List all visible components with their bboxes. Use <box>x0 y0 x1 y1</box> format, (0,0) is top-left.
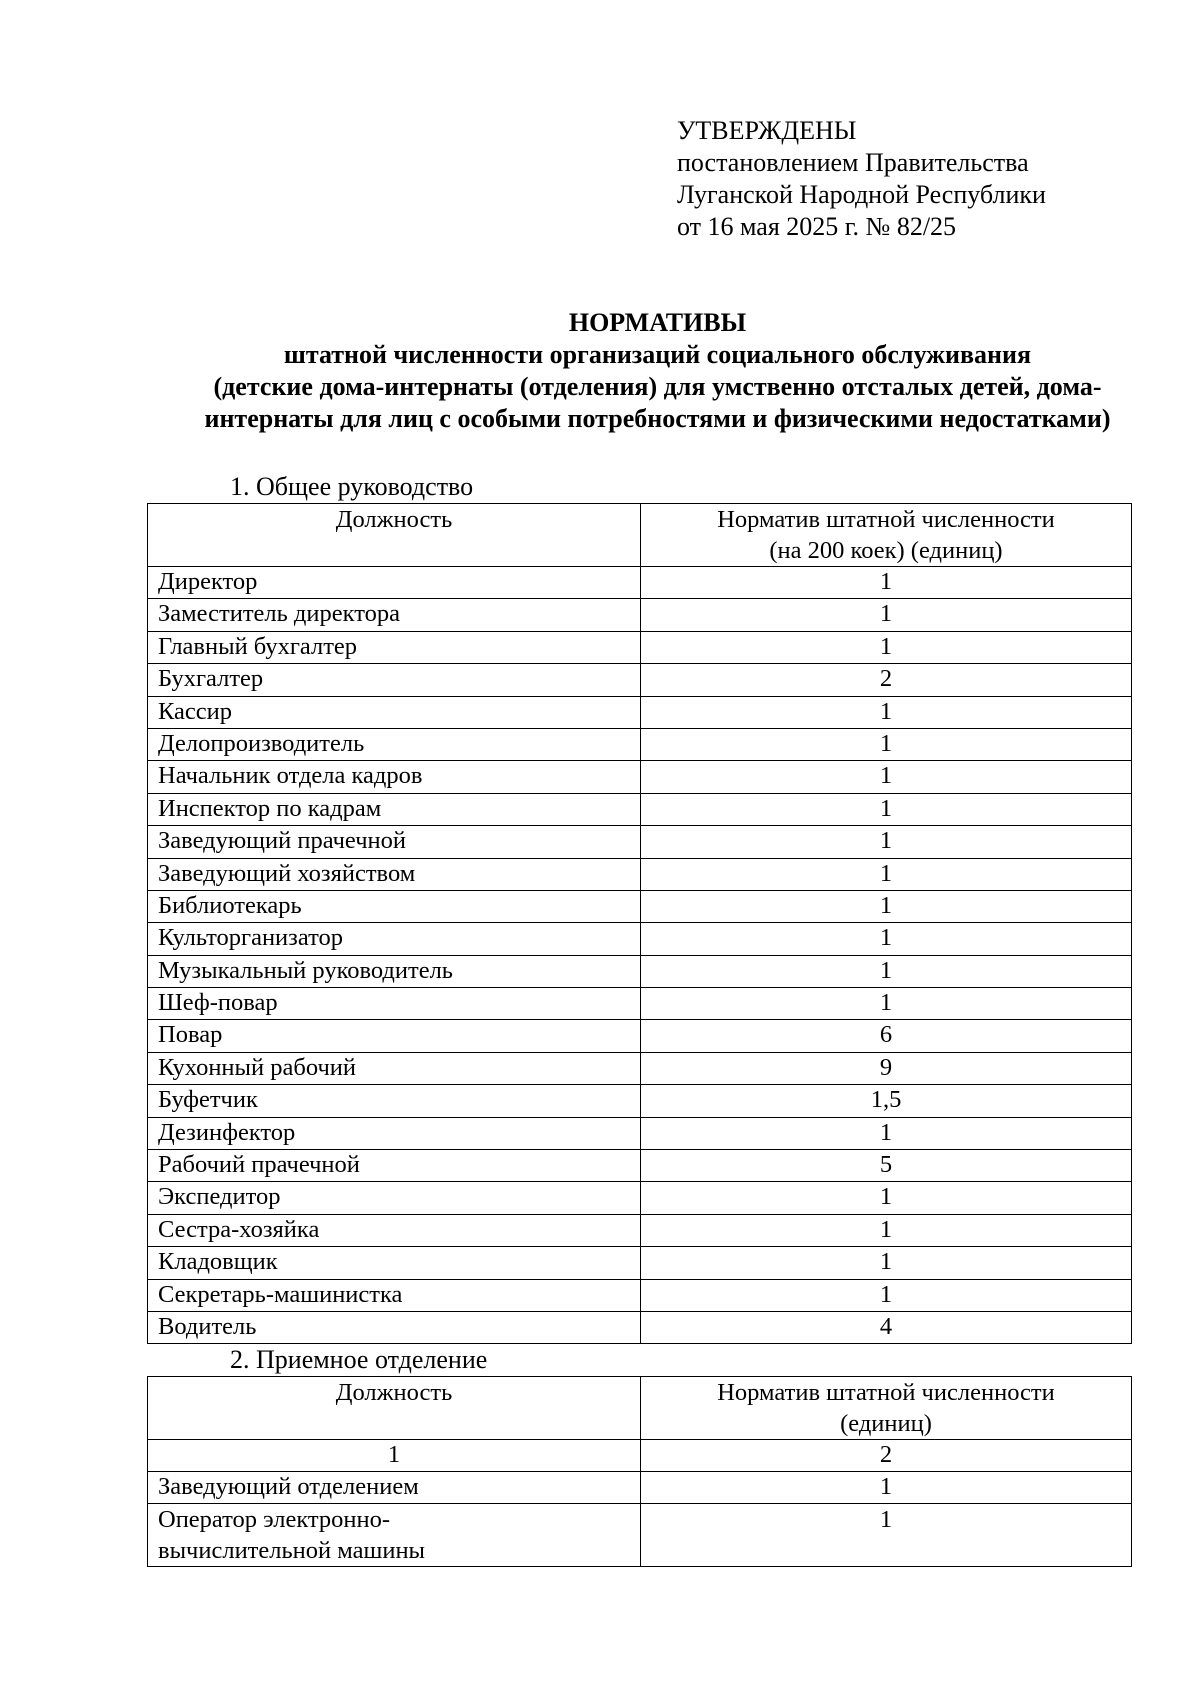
norm-cell: 1 <box>641 988 1132 1020</box>
table-row <box>148 1150 1132 1182</box>
position-cell: Культорганизатор <box>148 923 641 955</box>
table-reception-department <box>147 1376 1132 1567</box>
column-number-2: 2 <box>641 1440 1132 1472</box>
position-cell: Библиотекарь <box>148 890 641 922</box>
approval-title: УТВЕРЖДЕНЫ <box>677 116 857 145</box>
position-cell: Секретарь-машинистка <box>148 1279 641 1311</box>
position-cell: Заведующий отделением <box>148 1472 641 1504</box>
table-row <box>148 1472 1132 1504</box>
column-header-norm: Норматив штатной численности (единиц) <box>641 1377 1132 1440</box>
table-row <box>148 793 1132 825</box>
table-row <box>148 923 1132 955</box>
position-cell: Оператор электронно- вычислительной машины <box>148 1504 641 1567</box>
norm-cell: 1 <box>641 567 1132 599</box>
position-cell: Заведующий прачечной <box>148 826 641 858</box>
position-cell: Кладовщик <box>148 1247 641 1279</box>
position-cell: Шеф-повар <box>148 988 641 1020</box>
table-row <box>148 988 1132 1020</box>
norm-cell: 6 <box>641 1020 1132 1052</box>
section-2-heading: 2. Приемное отделение <box>230 1345 488 1374</box>
table-row <box>148 728 1132 760</box>
table-row <box>148 1279 1132 1311</box>
table-row <box>148 1052 1132 1084</box>
column-number-1: 1 <box>148 1440 641 1472</box>
table-row <box>148 631 1132 663</box>
norm-cell: 1 <box>641 696 1132 728</box>
norm-cell: 5 <box>641 1150 1132 1182</box>
title-main: НОРМАТИВЫ <box>568 308 747 337</box>
position-cell: Кассир <box>148 696 641 728</box>
norm-cell: 1 <box>641 1247 1132 1279</box>
norm-cell: 1 <box>641 858 1132 890</box>
table-row <box>148 1504 1132 1567</box>
table-row <box>148 664 1132 696</box>
table-row <box>148 1182 1132 1214</box>
table-row <box>148 858 1132 890</box>
table-row <box>148 1117 1132 1149</box>
table-row <box>148 1085 1132 1117</box>
position-cell: Директор <box>148 567 641 599</box>
section-1-heading: 1. Общее руководство <box>230 472 474 501</box>
position-cell: Буфетчик <box>148 1085 641 1117</box>
position-cell: Повар <box>148 1020 641 1052</box>
column-header-position: Должность <box>148 1377 641 1440</box>
norm-cell: 1 <box>641 1182 1132 1214</box>
table-row <box>148 955 1132 987</box>
norm-cell: 1 <box>641 826 1132 858</box>
table-general-management <box>147 503 1132 1344</box>
title-line-1: штатной численности организаций социального обслуживания <box>283 340 1032 369</box>
approval-line-date: от 16 мая 2025 г. № 82/25 <box>677 212 957 241</box>
norm-cell: 2 <box>641 664 1132 696</box>
approval-line-republic: Луганской Народной Республики <box>677 180 1046 209</box>
norm-cell: 1 <box>641 890 1132 922</box>
table-header-row <box>148 504 1132 567</box>
norm-cell: 1 <box>641 923 1132 955</box>
approval-block <box>677 115 1046 243</box>
table-row <box>148 1214 1132 1246</box>
table-row <box>148 890 1132 922</box>
norm-cell: 1 <box>641 728 1132 760</box>
position-cell: Начальник отдела кадров <box>148 761 641 793</box>
norm-cell: 1 <box>641 599 1132 631</box>
table-row <box>148 761 1132 793</box>
position-cell: Инспектор по кадрам <box>148 793 641 825</box>
table-row <box>148 696 1132 728</box>
position-cell: Бухгалтер <box>148 664 641 696</box>
table-row <box>148 1247 1132 1279</box>
table-row <box>148 1020 1132 1052</box>
norm-cell: 1 <box>641 793 1132 825</box>
table-row <box>148 599 1132 631</box>
position-cell: Водитель <box>148 1311 641 1343</box>
position-cell: Главный бухгалтер <box>148 631 641 663</box>
norm-cell: 1 <box>641 1117 1132 1149</box>
position-cell: Кухонный рабочий <box>148 1052 641 1084</box>
table-row <box>148 826 1132 858</box>
position-cell: Дезинфектор <box>148 1117 641 1149</box>
norm-cell: 1 <box>641 1279 1132 1311</box>
title-line-2: (детские дома-интернаты (отделения) для умственно отсталых детей, дома- <box>213 372 1102 401</box>
norm-cell: 1,5 <box>641 1085 1132 1117</box>
table-row <box>148 567 1132 599</box>
title-line-3: интернаты для лиц с особыми потребностями и физическими недостатками) <box>204 404 1111 433</box>
position-cell: Сестра-хозяйка <box>148 1214 641 1246</box>
norm-cell: 1 <box>641 761 1132 793</box>
position-cell: Заведующий хозяйством <box>148 858 641 890</box>
position-cell: Рабочий прачечной <box>148 1150 641 1182</box>
position-cell: Делопроизводитель <box>148 728 641 760</box>
table-row <box>148 1311 1132 1343</box>
position-cell: Музыкальный руководитель <box>148 955 641 987</box>
column-header-norm: Норматив штатной численности (на 200 коек) (единиц) <box>641 504 1132 567</box>
approval-line-resolution: постановлением Правительства <box>677 148 1029 177</box>
norm-cell: 9 <box>641 1052 1132 1084</box>
norm-cell: 1 <box>641 1504 1132 1567</box>
column-header-position: Должность <box>148 504 641 567</box>
norm-cell: 1 <box>641 1214 1132 1246</box>
norm-cell: 1 <box>641 631 1132 663</box>
norm-cell: 4 <box>641 1311 1132 1343</box>
position-cell: Заместитель директора <box>148 599 641 631</box>
norm-cell: 1 <box>641 1472 1132 1504</box>
column-number-row <box>148 1440 1132 1472</box>
position-cell: Экспедитор <box>148 1182 641 1214</box>
norm-cell: 1 <box>641 955 1132 987</box>
table-header-row <box>148 1377 1132 1440</box>
document-title <box>120 307 1195 435</box>
